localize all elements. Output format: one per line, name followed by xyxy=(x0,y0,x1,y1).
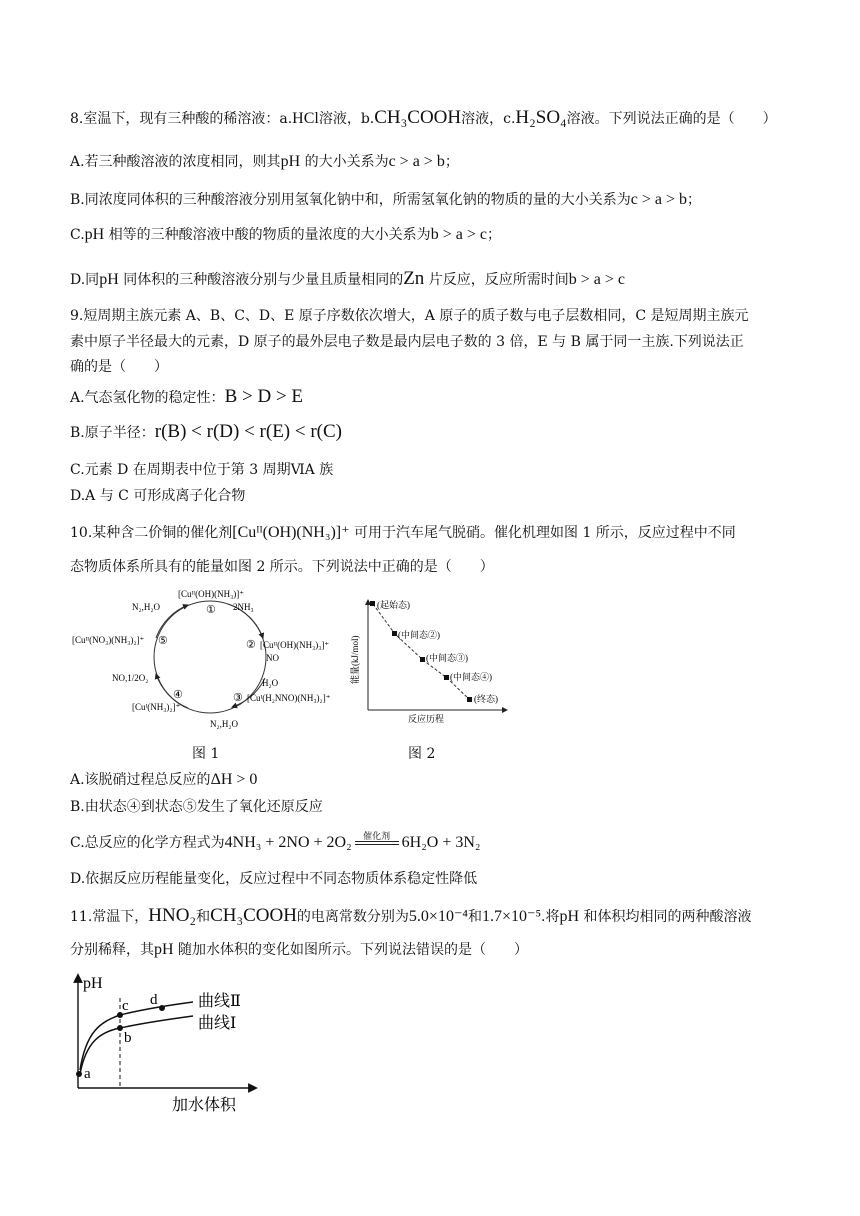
q11-stem-line1: 11.常温下，HNO₂和CH₃COOH的电离常数分别为5.0×10⁻⁴和1.7×10⁻⁵.将pH 和体积均相同的两种酸溶液 xyxy=(70,905,752,926)
q11-ph-dilution-graph xyxy=(68,970,268,1116)
q10-stem-line2: 态物质体系所具有的能量如图 2 所示。下列说法中正确的是（ ） xyxy=(70,559,494,575)
q10-option-c: C.总反应的化学方程式为4NH₃ + 2NO + 2O₂ 催化剂 6H₂O + 3N₂ xyxy=(70,833,481,853)
point-initial xyxy=(370,601,375,606)
figure-2-energy-diagram xyxy=(350,598,510,726)
figure-2-caption: 图 2 xyxy=(408,746,436,762)
q8-option-b: B.同浓度同体积的三种酸溶液分别用氢氧化钠中和，所需氢氧化钠的物质的量的大小关系为c > a > b； xyxy=(70,191,701,208)
label-final: (终态) xyxy=(474,694,498,704)
label-intermediate-4: (中间态④) xyxy=(450,672,492,682)
product-n2-h2o-bottom: N₂,H₂O xyxy=(210,719,239,729)
label-intermediate-3: (中间态③) xyxy=(426,653,468,663)
q10-option-a: A.该脱硝过程总反应的ΔH > 0 xyxy=(70,771,258,788)
curve-1-label: 曲线Ⅰ xyxy=(198,1015,237,1032)
label-initial: (起始态) xyxy=(377,600,410,610)
point-a-label: a xyxy=(84,1066,91,1082)
point-a xyxy=(76,1071,82,1077)
path-axis-label: 反应历程 xyxy=(408,714,445,724)
state-2-label: [Cuᴵᴵ(OH)(NH₃)₃]⁺ xyxy=(260,640,330,650)
point-c-label: c xyxy=(122,998,129,1014)
state-4-label: [Cuᴵ(NH₃)₂]⁺ xyxy=(132,702,181,712)
point-intermediate-2 xyxy=(392,631,397,636)
reactant-no-o2: NO,1/2O₂ xyxy=(112,673,149,683)
reactant-2nh3: 2NH₃ xyxy=(233,602,254,612)
q9-option-c: C.元素 D 在周期表中位于第 3 周期ⅥA 族 xyxy=(70,462,334,478)
figure-1-catalytic-cycle xyxy=(70,586,360,731)
q10-option-b: B.由状态④到状态⑤发生了氧化还原反应 xyxy=(70,799,323,815)
energy-axis-label: 能量(kJ/mol) xyxy=(350,635,360,684)
state-3-number: ③ xyxy=(233,692,243,704)
state-4-number: ④ xyxy=(173,689,183,701)
q11-stem-line2: 分别稀释，其pH 随加水体积的变化如图所示。下列说法错误的是（ ） xyxy=(70,941,529,958)
q9-option-d: D.A 与 C 可形成离子化合物 xyxy=(70,488,246,504)
ph-axis-label: pH xyxy=(83,975,103,992)
q8-option-a: A.若三种酸溶液的浓度相同，则其pH 的大小关系为c > a > b； xyxy=(70,153,459,170)
q10-option-d: D.依据反应历程能量变化，反应过程中不同态物质体系稳定性降低 xyxy=(70,871,478,887)
q10-stem-line1: 10.某种含二价铜的催化剂[Cuᴵᴵ(OH)(NH₃)]⁺ 可用于汽车尾气脱硝。催化机理如图 1 所示，反应过程中不同 xyxy=(70,524,736,541)
state-5-label: [Cuᴵᴵ(NO₃)(NH₃)₂]⁺ xyxy=(72,635,145,645)
state-3-label: [Cuᴵ(H₂NNO)(NH₃)₂]⁺ xyxy=(247,693,331,703)
product-h2o: H₂O xyxy=(262,678,279,688)
product-n2-h2o-top: N₂,H₂O xyxy=(132,602,161,612)
state-1-label: [Cuᴵᴵ(OH)(NH₃)]⁺ xyxy=(178,589,244,599)
q8-stem: 8.室温下，现有三种酸的稀溶液：a.HCl溶液，b.CH₃COOH溶液，c.H₂SO₄溶液。下列说法正确的是（ ） xyxy=(70,107,777,128)
point-intermediate-4 xyxy=(444,675,449,680)
water-volume-axis-label: 加水体积 xyxy=(172,1097,237,1114)
q8-option-d: D.同pH 同体积的三种酸溶液分别与少量且质量相同的Zn 片反应，反应所需时间b > a > c xyxy=(70,268,626,289)
state-1-number: ① xyxy=(206,604,216,616)
point-final xyxy=(467,697,472,702)
curve-1 xyxy=(80,1016,193,1074)
q8-option-c: C.pH 相等的三种酸溶液中酸的物质的量浓度的大小关系为b > a > c； xyxy=(70,226,501,243)
point-d-label: d xyxy=(150,992,158,1008)
point-intermediate-3 xyxy=(420,657,425,662)
q9-option-a: A.气态氢化物的稳定性：B > D > E xyxy=(70,386,303,407)
point-b-label: b xyxy=(124,1030,132,1046)
state-5-number: ⑤ xyxy=(158,635,168,647)
label-intermediate-2: (中间态②) xyxy=(398,630,440,640)
curve-2 xyxy=(80,1002,193,1070)
catalyst-label: 催化剂 xyxy=(363,832,391,842)
curve-2-label: 曲线Ⅱ xyxy=(198,993,241,1010)
reactant-no: NO xyxy=(266,653,279,663)
point-d xyxy=(159,1005,165,1011)
q9-stem-line1: 9.短周期主族元素 A、B、C、D、E 原子序数依次增大，A 原子的质子数与电子层数相同，C 是短周期主族元 xyxy=(70,308,749,324)
point-b xyxy=(117,1025,123,1031)
figure-1-caption: 图 1 xyxy=(192,746,220,762)
q9-stem-line3: 确的是（ ） xyxy=(70,359,168,375)
q9-stem-line2: 素中原子半径最大的元素，D 原子的最外层电子数是最内层电子数的 3 倍，E 与 B 属于同一主族.下列说法正 xyxy=(70,334,744,350)
state-2-number: ② xyxy=(246,639,256,651)
q9-option-b: B.原子半径：r(B) < r(D) < r(E) < r(C) xyxy=(70,421,342,442)
